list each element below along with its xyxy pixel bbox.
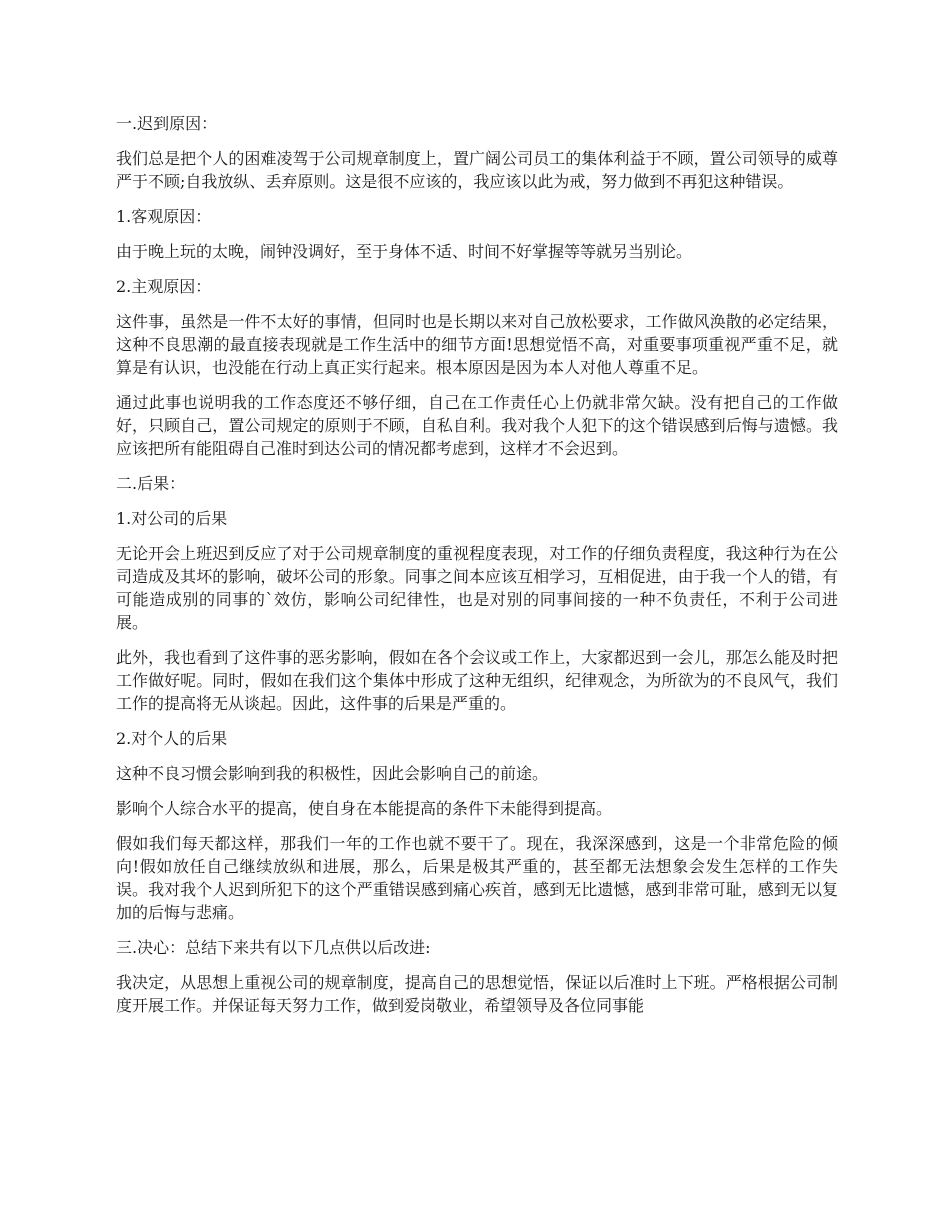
subheading-personal-consequences: 2.对个人的后果 (116, 729, 228, 748)
paragraph-company-consequences: 无论开会上班迟到反应了对于公司规章制度的重视程度表现，对工作的仔细负责程度，我这种行为在公司造成及其坏的影响，破坏公司的形象。同事之间本应该互相学习，互相促进，由于我一个人的错，有可能造成别的同事的`效仿，影响公司纪律性，也是对别的同事间接的一种不负责任，不利于公司进展。 (116, 544, 838, 632)
paragraph-subjective-reasons: 这件事，虽然是一件不太好的事情，但同时也是长期以来对自己放松要求，工作做风涣散的必定结果，这种不良思潮的最直接表现就是工作生活中的细节方面!思想觉悟不高，对重要事项重视严重不足，就算是有认识，也没能在行动上真正实行起来。根本原因是因为本人对他人尊重不足。 (116, 312, 838, 377)
paragraph-personal-enthusiasm: 这种不良习惯会影响到我的积极性，因此会影响自己的前途。 (116, 764, 549, 783)
paragraph-work-attitude: 通过此事也说明我的工作态度还不够仔细，自己在工作责任心上仍就非常欠缺。没有把自己的工作做好，只顾自己，置公司规定的原则于不顾，自私自利。我对我个人犯下的这个错误感到后悔与遗憾。我应该把所有能阻碍自己准时到达公司的情况都考虑到，这样才不会迟到。 (116, 393, 838, 458)
paragraph-resolution: 我决定，从思想上重视公司的规章制度，提高自己的思想觉悟，保证以后准时上下班。严格根据公司制度开展工作。并保证每天努力工作，做到爱岗敬业，希望领导及各位同事能 (116, 973, 838, 1015)
paragraph-bad-influence: 此外，我也看到了这件事的恶劣影响，假如在各个会议或工作上，大家都迟到一会儿，那怎么能及时把工作做好呢。同时，假如在我们这个集体中形成了这种无组织，纪律观念，为所欲为的不良风气，我们工作的提高将无从谈起。因此，这件事的后果是严重的。 (116, 648, 838, 713)
paragraph-personal-level: 影响个人综合水平的提高，使自身在本能提高的条件下未能得到提高。 (116, 799, 613, 818)
document-page (116, 112, 838, 1029)
section-heading-resolution: 三.决心：总结下来共有以下几点供以后改进: (116, 938, 431, 957)
subheading-objective-reasons: 1.客观原因： (116, 207, 212, 226)
paragraph-regret: 假如我们每天都这样，那我们一年的工作也就不要干了。现在，我深深感到，这是一个非常危险的倾向!假如放任自己继续放纵和进展，那么，后果是极其严重的，甚至都无法想象会发生怎样的工作失误。我对我个人迟到所犯下的这个严重错误感到痛心疾首，感到无比遗憾，感到非常可耻，感到无以复加的后悔与悲痛。 (116, 834, 838, 922)
section-heading-lateness-reasons: 一.迟到原因： (116, 114, 218, 133)
section-heading-consequences: 二.后果： (116, 474, 186, 493)
paragraph-objective-reasons: 由于晚上玩的太晚，闹钟没调好，至于身体不适、时间不好掌握等等就另当别论。 (116, 242, 693, 261)
subheading-subjective-reasons: 2.主观原因： (116, 277, 212, 296)
subheading-company-consequences: 1.对公司的后果 (116, 509, 228, 528)
paragraph-overview: 我们总是把个人的困难凌驾于公司规章制度上，置广阔公司员工的集体利益于不顾，置公司领导的威尊严于不顾;自我放纵、丢弃原则。这是很不应该的，我应该以此为戒，努力做到不再犯这种错误。 (116, 149, 838, 191)
